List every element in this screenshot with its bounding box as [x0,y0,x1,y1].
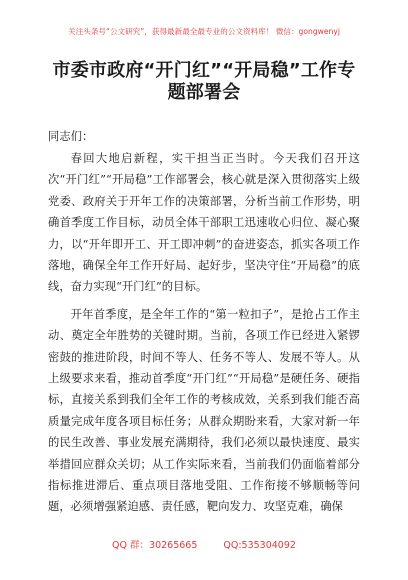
body-paragraph-1: 春回大地启新程，实干担当正当时。今天我们召开这次“开门红”“开局稳”工作部署会，核心就是深入贯彻落实上级党委、政府关于开年工作的决策部署，分析当前工作形势，明确首季度工作目标，动员全体干部职工迅速收心归位、凝心聚力，以“开年即开工、开工即冲刺”的奋进姿态，抓实各项工作落地，确保全年工作开好局、起好步，坚决守住“开局稳”的底线，奋力实现“开门红”的目标。 [48,151,360,294]
footer-qq-group: QQ 群：30265665 [112,540,198,551]
footer-contact [0,537,408,551]
header-promo-note: 关注头条号“公文研究”，获得最新最全最专业的公文资料库！ 微信：gongwenyj [68,27,340,36]
footer-qq-number: QQ:535304092 [223,540,296,551]
body-paragraph-2: 开年首季度，是全年工作的“第一粒扣子”，是抢占工作主动、奠定全年胜势的关键时期。当前，各项工作已经进入紧锣密鼓的推进阶段，时间不等人、任务不等人、发展不等人。从上级要求来看，推动首季度“开门红”“开局稳”是硬任务、硬指标，直接关系到我们全年工作的考核成效，关系到我们能否高质量完成年度各项目标任务；从群众期盼来看，大家对新一年的民生改善、事业发展充满期待，我们必须以最快速度、最实举措回应群众关切；从工作实际来看，当前我们仍面临着部分指标推进滞后、重点项目落地受阻、工作衔接不够顺畅等问题，必须增强紧迫感、责任感，靶向发力、攻坚克难，确保 [48,307,360,514]
salutation: 同志们： [48,130,94,143]
document-title: 市委市政府“开门红”“开局稳”工作专题部署会 [52,60,356,103]
document-body [48,126,360,518]
